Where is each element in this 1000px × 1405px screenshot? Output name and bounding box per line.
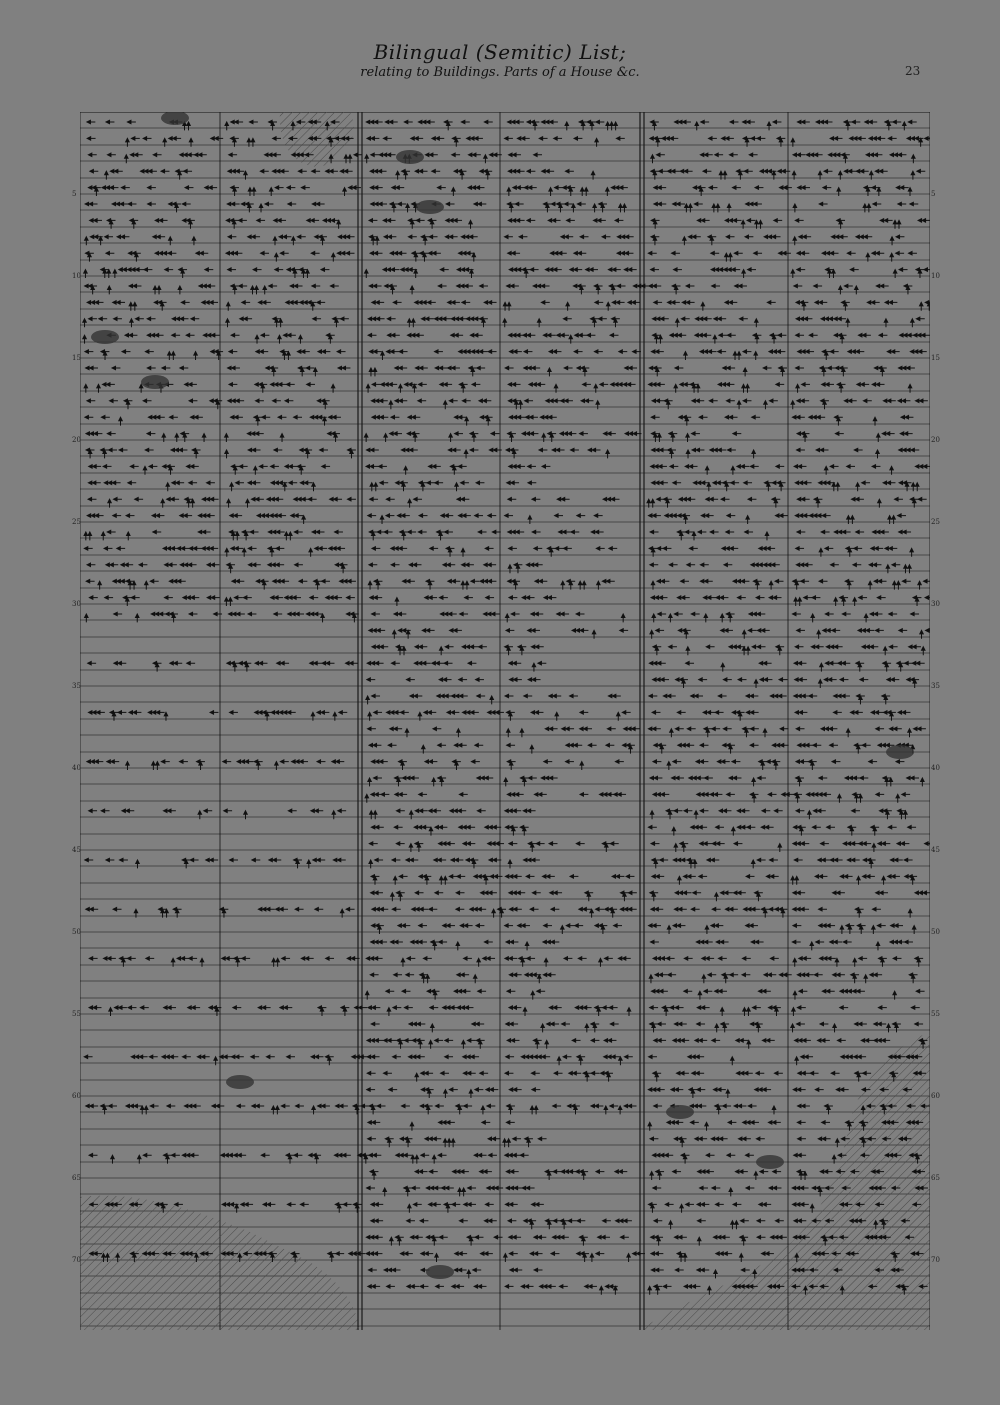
line-number-right: 60 — [931, 1092, 940, 1100]
line-number-left: 5 — [72, 190, 77, 198]
page-number: 23 — [905, 64, 921, 78]
line-number-right: 50 — [931, 928, 940, 936]
cuneiform-tablet-drawing — [80, 112, 930, 1330]
damaged-areas — [80, 112, 930, 1330]
line-number-right: 30 — [931, 600, 940, 608]
line-number-right: 10 — [931, 272, 940, 280]
cuneiform-plate — [72, 112, 940, 1330]
line-number-left: 55 — [72, 1010, 81, 1018]
line-number-left: 35 — [72, 682, 81, 690]
line-number-right: 55 — [931, 1010, 940, 1018]
line-number-left: 45 — [72, 846, 81, 854]
line-number-right: 70 — [931, 1256, 940, 1264]
line-number-right: 15 — [931, 354, 940, 362]
line-number-right: 5 — [931, 190, 936, 198]
line-number-left: 50 — [72, 928, 81, 936]
line-number-left: 25 — [72, 518, 81, 526]
line-number-left: 70 — [72, 1256, 81, 1264]
line-number-left: 15 — [72, 354, 81, 362]
line-number-left: 20 — [72, 436, 81, 444]
line-number-left: 60 — [72, 1092, 81, 1100]
line-number-left: 30 — [72, 600, 81, 608]
line-number-right: 25 — [931, 518, 940, 526]
line-number-right: 35 — [931, 682, 940, 690]
page-subtitle: relating to Buildings. Parts of a House &c. — [360, 65, 640, 80]
line-number-left: 10 — [72, 272, 81, 280]
ruled-lines — [80, 112, 930, 1330]
line-number-right: 40 — [931, 764, 940, 772]
line-number-right: 20 — [931, 436, 940, 444]
line-number-left: 40 — [72, 764, 81, 772]
line-number-left: 65 — [72, 1174, 81, 1182]
page-title: Bilingual (Semitic) List; — [373, 40, 627, 64]
line-number-right: 65 — [931, 1174, 940, 1182]
cuneiform-signs — [83, 112, 930, 1295]
line-number-right: 45 — [931, 846, 940, 854]
page-header — [0, 40, 1000, 80]
